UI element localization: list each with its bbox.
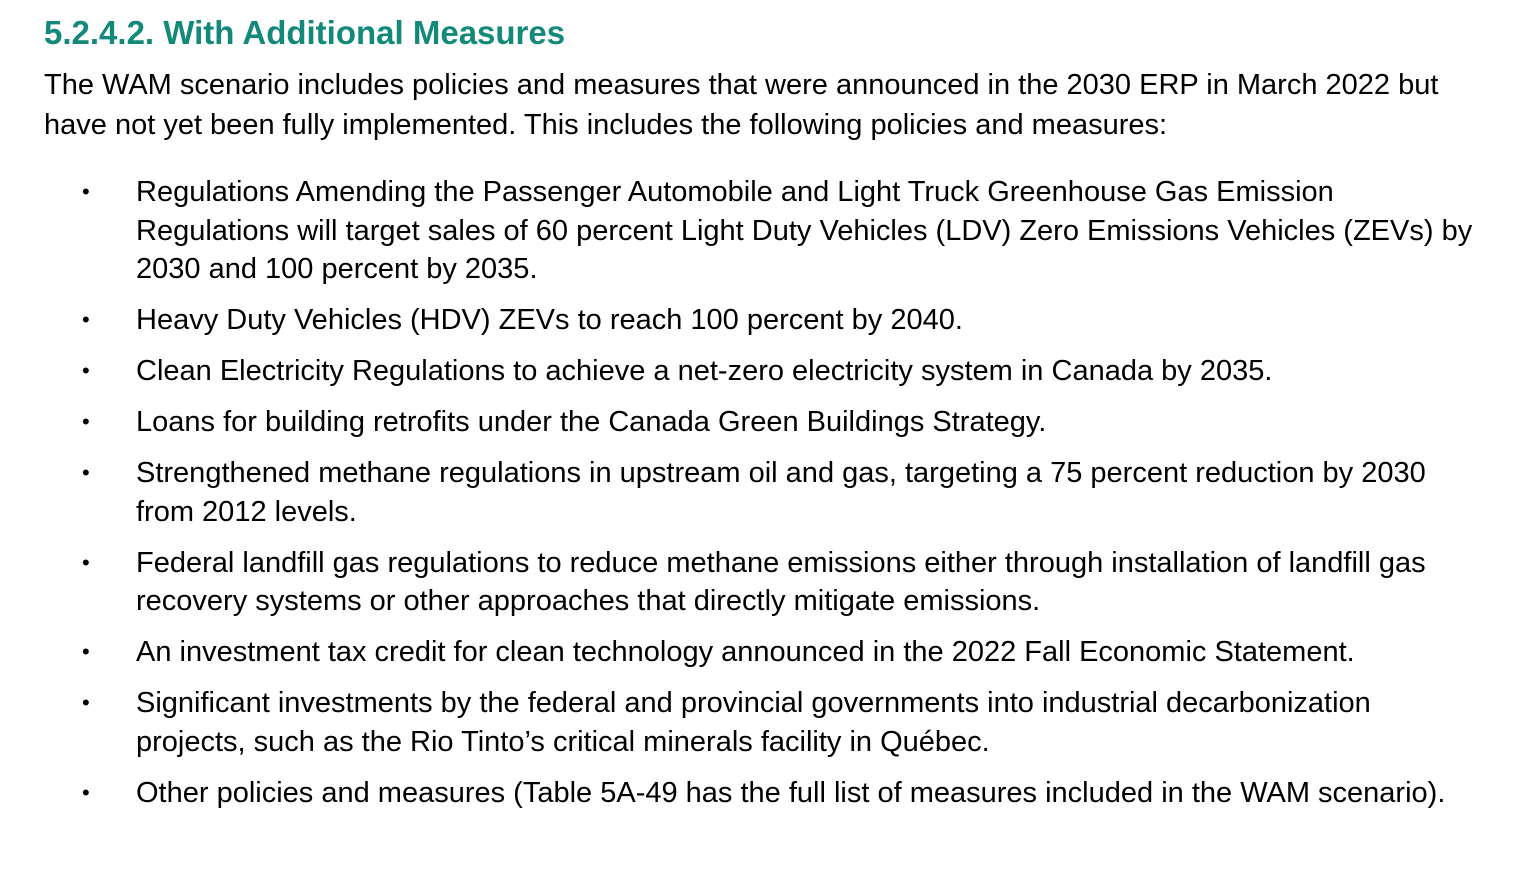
measure-item — [44, 684, 1476, 761]
measure-item — [44, 544, 1476, 621]
measure-item — [44, 403, 1476, 442]
measure-text: Heavy Duty Vehicles (HDV) ZEVs to reach 100 percent by 2040. — [136, 304, 963, 336]
bullet-icon: • — [82, 460, 90, 485]
measure-text: An investment tax credit for clean technology announced in the 2022 Fall Economic Statement. — [136, 636, 1355, 668]
bullet-icon: • — [82, 409, 90, 434]
measure-text: Strengthened methane regulations in upstream oil and gas, targeting a 75 percent reduction by 2030 from 2012 levels. — [136, 457, 1426, 528]
bullet-icon: • — [82, 639, 90, 664]
bullet-icon: • — [82, 179, 90, 204]
measure-text: Loans for building retrofits under the Canada Green Buildings Strategy. — [136, 406, 1047, 438]
measure-item — [44, 301, 1476, 340]
measure-text: Clean Electricity Regulations to achieve a net-zero electricity system in Canada by 2035. — [136, 355, 1273, 387]
measure-item — [44, 173, 1476, 289]
measure-item — [44, 774, 1476, 813]
bullet-icon: • — [82, 358, 90, 383]
measure-text: Federal landfill gas regulations to reduce methane emissions either through installation of landfill gas recovery systems or other approaches that directly mitigate emissions. — [136, 546, 1426, 617]
measure-item — [44, 352, 1476, 391]
measure-text: Significant investments by the federal and provincial governments into industrial decarbonization projects, such as the Rio Tinto’s critical minerals facility in Québec. — [136, 687, 1371, 758]
bullet-icon: • — [82, 307, 90, 332]
measure-item — [44, 633, 1476, 672]
measure-text: Regulations Amending the Passenger Automobile and Light Truck Greenhouse Gas Emission Regulations will target sales of 60 percent Light Duty Vehicles (LDV) Zero Emissions Vehicles (ZEVs) by 2030 and 100 percent by 2035. — [136, 176, 1473, 285]
measure-item — [44, 454, 1476, 531]
intro-paragraph: The WAM scenario includes policies and measures that were announced in the 2030 ERP in March 2022 but have not yet been fully implemented. This includes the following policies and measures: — [44, 69, 1439, 141]
bullet-icon: • — [82, 690, 90, 715]
section-heading: 5.2.4.2. With Additional Measures — [44, 14, 566, 51]
measure-text: Other policies and measures (Table 5A-49 has the full list of measures included in the WAM scenario). — [136, 776, 1446, 809]
measures-list — [44, 173, 1479, 812]
bullet-icon: • — [82, 549, 90, 575]
bullet-icon: • — [82, 779, 90, 805]
